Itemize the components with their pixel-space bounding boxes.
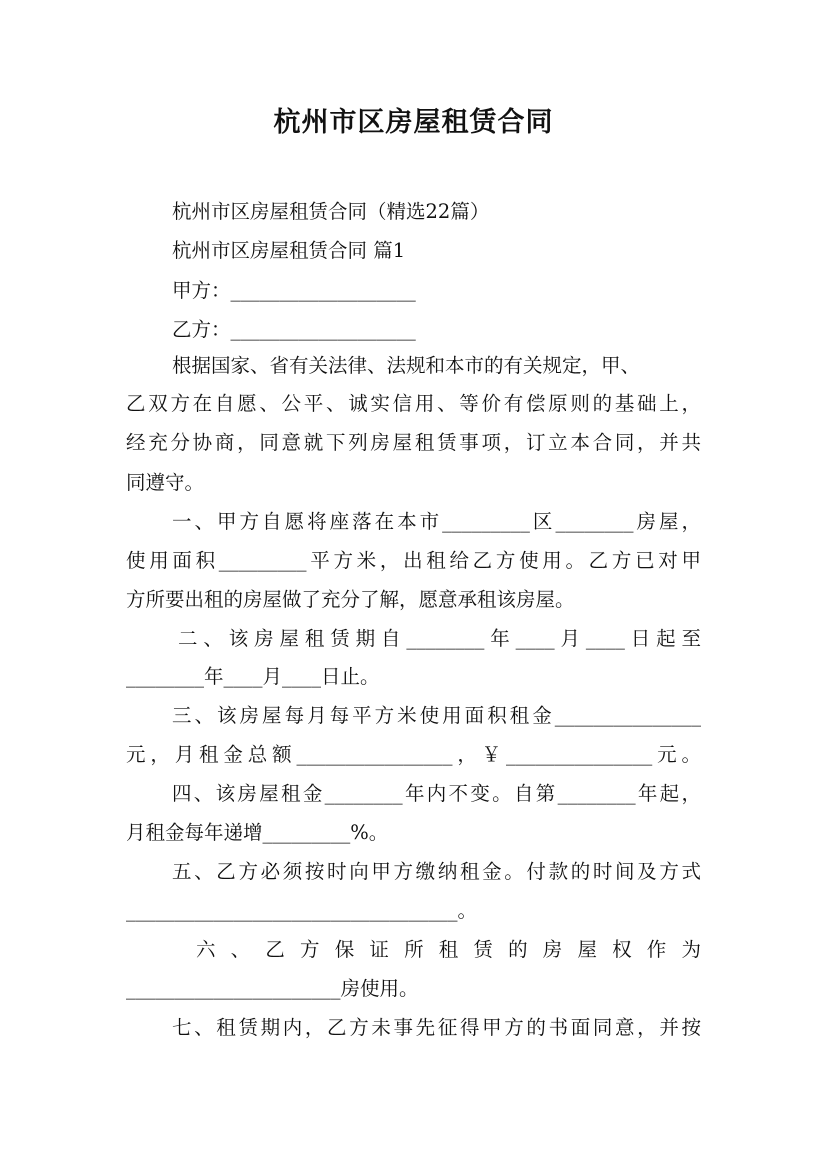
document-title: 杭州市区房屋租赁合同 — [273, 107, 554, 138]
doc-line-clause-5b: __________________________________。 — [126, 899, 477, 922]
doc-line-clause-3a: 三、该房屋每月每平方米使用面积租金_______________ — [172, 704, 701, 727]
party-a-field: 甲方：___________________ — [172, 279, 416, 302]
doc-line-clause-6a: 六、乙方保证所租赁的房屋权作为 — [196, 938, 701, 961]
doc-line-clause-2a: 二、该房屋租赁期自________年____月____日起至 — [178, 627, 701, 650]
doc-line-clause-2b: ________年____月____日止。 — [126, 665, 380, 688]
doc-line-clause-3b: 元，月租金总额________________，￥_______________元。 — [126, 743, 701, 766]
doc-line-clause-5a: 五、乙方必须按时向甲方缴纳租金。付款的时间及方式 — [172, 860, 701, 883]
doc-line-intro-1: 根据国家、省有关法律、法规和本市的有关规定，甲、 — [172, 354, 641, 377]
doc-line-clause-1b: 使用面积_________平方米，出租给乙方使用。乙方已对甲 — [126, 549, 701, 572]
doc-line-clause-7a: 七、租赁期内，乙方未事先征得甲方的书面同意，并按 — [172, 1016, 701, 1039]
doc-line-intro-4: 同遵守。 — [126, 471, 205, 494]
doc-line-intro-2: 乙双方在自愿、公平、诚实信用、等价有偿原则的基础上， — [126, 392, 701, 415]
doc-line-subtitle: 杭州市区房屋租赁合同（精选22篇） — [172, 200, 490, 223]
doc-line-section-heading: 杭州市区房屋租赁合同 篇1 — [172, 239, 406, 262]
party-b-field: 乙方：___________________ — [172, 318, 416, 341]
doc-line-clause-6b: ______________________房使用。 — [126, 977, 419, 1000]
doc-line-clause-4b: 月租金每年递增_________%。 — [126, 821, 389, 844]
doc-line-clause-4a: 四、该房屋租金________年内不变。自第________年起， — [172, 782, 701, 805]
doc-line-clause-1a: 一、甲方自愿将座落在本市_________区________房屋， — [172, 510, 701, 533]
doc-line-intro-3: 经充分协商，同意就下列房屋租赁事项，订立本合同，并共 — [126, 431, 701, 454]
doc-line-clause-1c: 方所要出租的房屋做了充分了解，愿意承租该房屋。 — [126, 588, 575, 611]
